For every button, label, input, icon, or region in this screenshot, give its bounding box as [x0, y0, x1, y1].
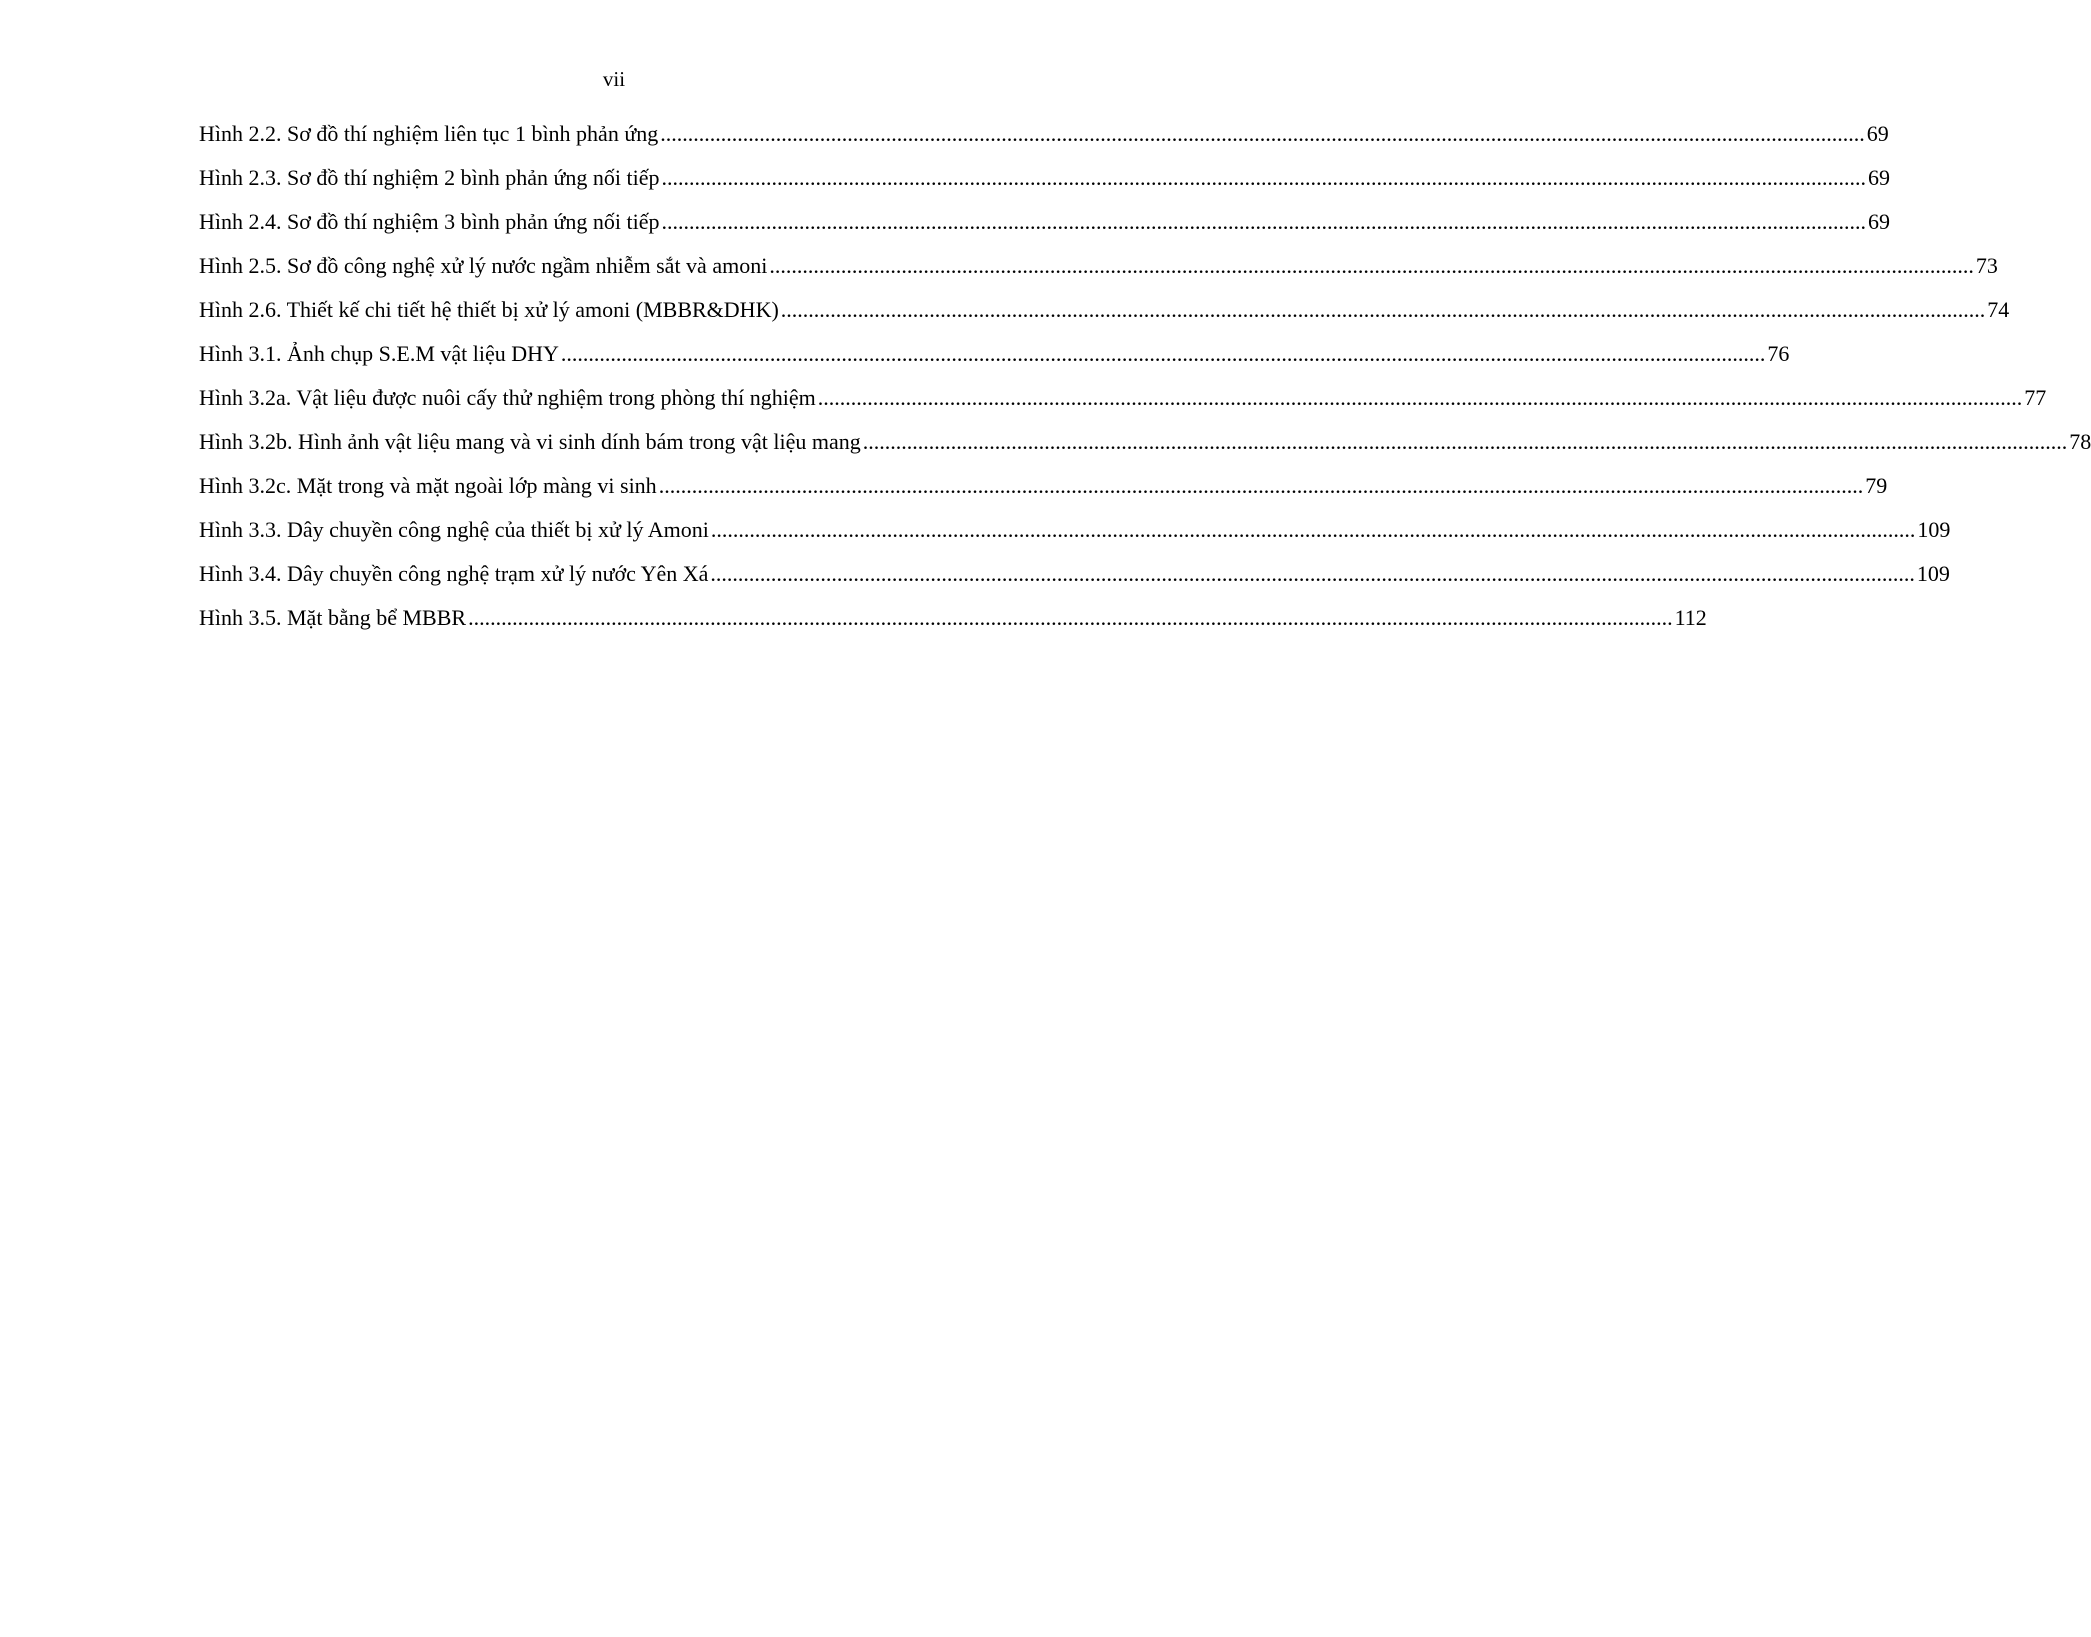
toc-entry-page: 109 [1916, 561, 1950, 586]
toc-dot-leader [662, 202, 1867, 242]
toc-entry-page: 77 [2024, 385, 2047, 410]
toc-entry-label: Hình 3.3. Dây chuyền công nghệ của thiết bị xử lý Amoni [199, 517, 709, 542]
toc-entry[interactable] [199, 422, 2091, 466]
toc-entry-page: 79 [1865, 473, 1888, 498]
toc-entry-page: 73 [1975, 253, 1998, 278]
toc-entry-page: 109 [1917, 517, 1951, 542]
toc-dot-leader [781, 290, 1986, 330]
toc-entry-label: Hình 3.5. Mặt bằng bể MBBR [199, 605, 467, 630]
toc-entry-label: Hình 3.1. Ảnh chụp S.E.M vật liệu DHY [199, 341, 559, 366]
toc-dot-leader [711, 510, 1916, 550]
toc-entry-label: Hình 2.6. Thiết kế chi tiết hệ thiết bị xử lý amoni (MBBR&DHK) [199, 297, 779, 322]
toc-entry-page: 112 [1674, 605, 1707, 630]
toc-entry-label: Hình 3.2b. Hình ảnh vật liệu mang và vi sinh dính bám trong vật liệu mang [199, 429, 861, 454]
toc-entry[interactable] [199, 334, 1790, 378]
page-number: vii [602, 67, 626, 91]
toc-dot-leader [659, 466, 1864, 506]
toc-entry[interactable] [199, 554, 1950, 598]
toc-dot-leader [769, 246, 1974, 286]
table-of-figures [199, 114, 2091, 642]
toc-entry-page: 69 [1866, 121, 1889, 146]
toc-entry[interactable] [199, 466, 1888, 510]
toc-entry-label: Hình 3.2a. Vật liệu được nuôi cấy thử nghiệm trong phòng thí nghiệm [199, 385, 816, 410]
toc-entry[interactable] [199, 158, 1890, 202]
toc-entry-page: 69 [1868, 209, 1890, 234]
toc-dot-leader [818, 378, 2023, 418]
toc-entry[interactable] [199, 202, 1890, 246]
toc-entry[interactable] [199, 598, 1707, 642]
toc-entry-label: Hình 3.2c. Mặt trong và mặt ngoài lớp màng vi sinh [199, 473, 657, 498]
toc-entry[interactable] [199, 378, 2047, 422]
toc-entry-label: Hình 2.2. Sơ đồ thí nghiệm liên tục 1 bình phản ứng [199, 121, 659, 146]
toc-entry-label: Hình 3.4. Dây chuyền công nghệ trạm xử lý nước Yên Xá [199, 561, 709, 586]
toc-entry-page: 69 [1868, 165, 1890, 190]
toc-entry-page: 78 [2069, 429, 2091, 454]
toc-entry-page: 76 [1767, 341, 1790, 366]
toc-entry-label: Hình 2.5. Sơ đồ công nghệ xử lý nước ngầm nhiễm sắt và amoni [199, 253, 768, 278]
toc-dot-leader [660, 114, 1865, 154]
toc-dot-leader [468, 598, 1673, 638]
toc-entry-label: Hình 2.4. Sơ đồ thí nghiệm 3 bình phản ứng nối tiếp [199, 209, 660, 234]
toc-dot-leader [561, 334, 1766, 374]
toc-dot-leader [863, 422, 2068, 462]
toc-entry-label: Hình 2.3. Sơ đồ thí nghiệm 2 bình phản ứng nối tiếp [199, 165, 660, 190]
toc-dot-leader [662, 158, 1867, 198]
toc-entry[interactable] [199, 114, 1889, 158]
toc-entry[interactable] [199, 510, 1951, 554]
toc-entry-page: 74 [1987, 297, 2010, 322]
toc-entry[interactable] [199, 246, 1998, 290]
toc-entry[interactable] [199, 290, 2010, 334]
toc-dot-leader [710, 554, 1915, 594]
